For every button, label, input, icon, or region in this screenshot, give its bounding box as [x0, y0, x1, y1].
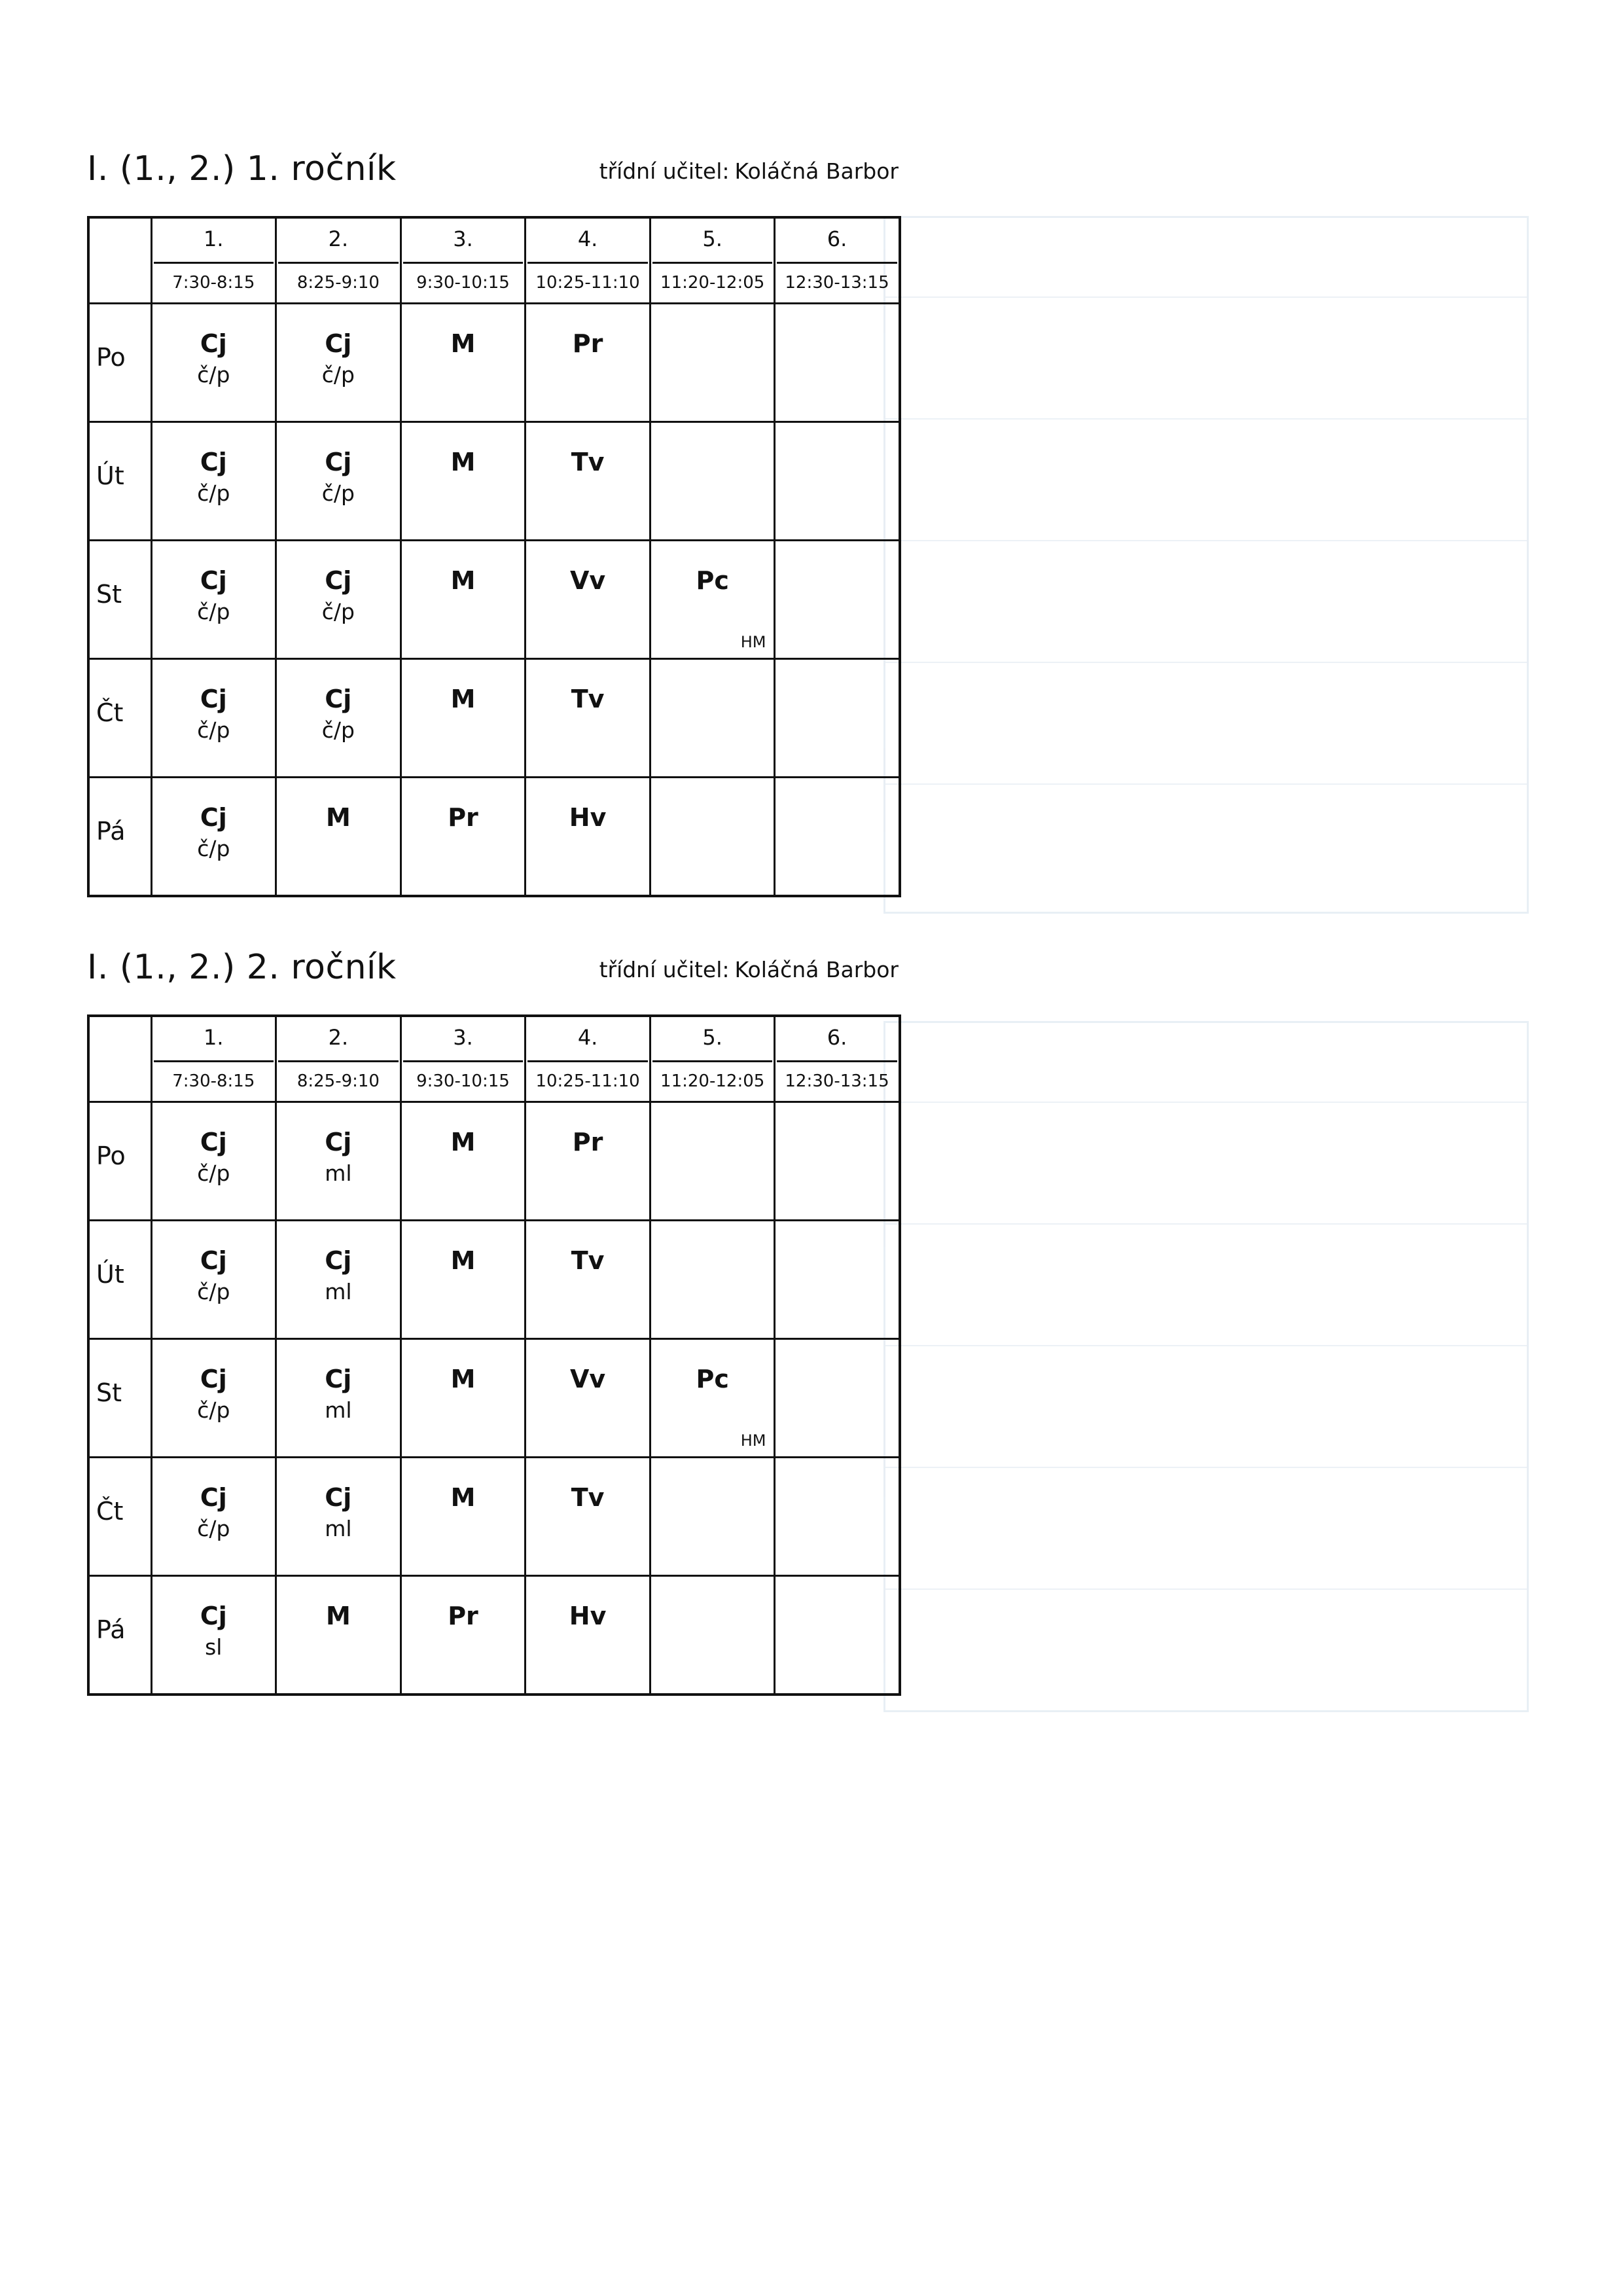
lesson-subject: Pr — [448, 803, 478, 832]
lesson-cell — [151, 1221, 276, 1339]
corner-cell — [88, 217, 151, 304]
day-label — [88, 422, 151, 541]
class-teacher-name: Koláčná Barbor — [734, 957, 899, 982]
lesson-subject: Cj — [325, 1246, 352, 1275]
day-row — [88, 422, 900, 541]
lesson-group: ml — [325, 1160, 352, 1186]
lesson-subject: M — [450, 1483, 476, 1512]
day-row — [88, 1221, 900, 1339]
lesson-cell — [526, 422, 651, 541]
lesson-teacher-initials: HM — [740, 1431, 766, 1450]
lesson-cell — [401, 1221, 526, 1339]
day-row — [88, 541, 900, 659]
day-label — [88, 1339, 151, 1458]
day-label — [88, 1102, 151, 1221]
period-header-row — [88, 1016, 900, 1102]
day-row — [88, 1339, 900, 1458]
lesson-cell — [650, 1576, 775, 1695]
period-time: 12:30-13:15 — [785, 1071, 889, 1091]
lesson-cell — [775, 304, 900, 422]
lesson-cell — [775, 778, 900, 897]
lesson-subject: Cj — [200, 566, 227, 595]
lesson-group: č/p — [321, 480, 355, 506]
timetable-section-2 — [87, 942, 899, 1696]
period-number: 3. — [403, 1017, 524, 1062]
lesson-subject: M — [450, 566, 476, 595]
lesson-cell — [276, 1339, 401, 1458]
lesson-cell — [151, 778, 276, 897]
lesson-subject: Cj — [325, 448, 352, 476]
period-header-2 — [276, 1016, 401, 1102]
lesson-cell — [650, 659, 775, 778]
lesson-cell — [401, 541, 526, 659]
lesson-subject: Hv — [569, 803, 607, 832]
period-header-6 — [775, 217, 900, 304]
lesson-cell — [650, 1458, 775, 1576]
day-label — [88, 659, 151, 778]
period-time: 10:25-11:10 — [535, 273, 640, 293]
lesson-cell — [151, 1458, 276, 1576]
day-label — [88, 541, 151, 659]
day-name: Pá — [96, 817, 126, 846]
lesson-subject: M — [450, 685, 476, 713]
day-name: Čt — [96, 1497, 124, 1526]
lesson-cell — [775, 1221, 900, 1339]
lesson-subject: Tv — [571, 1483, 605, 1512]
lesson-subject: Cj — [325, 685, 352, 713]
day-row — [88, 1102, 900, 1221]
lesson-cell — [401, 659, 526, 778]
period-number: 2. — [278, 219, 399, 264]
lesson-cell — [276, 304, 401, 422]
lesson-group: č/p — [197, 1160, 230, 1186]
lesson-group: č/p — [197, 480, 230, 506]
lesson-cell — [151, 1576, 276, 1695]
period-header-5 — [650, 217, 775, 304]
lesson-cell — [401, 778, 526, 897]
bleed-through-table-1 — [883, 216, 1529, 914]
lesson-subject: M — [450, 448, 476, 476]
timetable-heading — [87, 942, 899, 1014]
lesson-cell — [775, 1458, 900, 1576]
period-number: 6. — [777, 1017, 897, 1062]
lesson-cell — [401, 1458, 526, 1576]
lesson-cell — [775, 659, 900, 778]
lesson-cell — [401, 1102, 526, 1221]
lesson-cell — [276, 778, 401, 897]
period-time: 10:25-11:10 — [535, 1071, 640, 1091]
day-name: St — [96, 580, 122, 609]
lesson-cell — [401, 1339, 526, 1458]
lesson-group: č/p — [321, 599, 355, 624]
period-header-2 — [276, 217, 401, 304]
lesson-cell — [276, 541, 401, 659]
class-teacher-label: třídní učitel: — [599, 957, 730, 982]
lesson-cell — [151, 1102, 276, 1221]
lesson-cell — [276, 659, 401, 778]
period-header-5 — [650, 1016, 775, 1102]
lesson-subject: Cj — [200, 1246, 227, 1275]
lesson-subject: Cj — [325, 1128, 352, 1157]
period-time: 9:30-10:15 — [416, 273, 510, 293]
day-name: Čt — [96, 698, 124, 727]
lesson-subject: Cj — [200, 685, 227, 713]
lesson-subject: Vv — [569, 566, 606, 595]
period-header-3 — [401, 217, 526, 304]
lesson-subject: Tv — [571, 448, 605, 476]
class-teacher-name: Koláčná Barbor — [734, 158, 899, 184]
lesson-cell — [276, 1576, 401, 1695]
lesson-cell — [526, 1102, 651, 1221]
lesson-subject: Cj — [325, 566, 352, 595]
lesson-cell — [650, 1221, 775, 1339]
period-header-4 — [526, 1016, 651, 1102]
lesson-cell — [151, 659, 276, 778]
lesson-group: č/p — [197, 1279, 230, 1304]
lesson-group: č/p — [197, 717, 230, 743]
lesson-subject: Tv — [571, 685, 605, 713]
lesson-group: č/p — [197, 836, 230, 861]
lesson-subject: M — [450, 1365, 476, 1393]
period-time: 11:20-12:05 — [660, 273, 765, 293]
lesson-subject: M — [450, 1246, 476, 1275]
day-label — [88, 1576, 151, 1695]
period-time: 7:30-8:15 — [172, 273, 255, 293]
lesson-cell — [401, 1576, 526, 1695]
lesson-subject: Tv — [571, 1246, 605, 1275]
lesson-cell — [401, 422, 526, 541]
lesson-group: č/p — [197, 362, 230, 387]
day-name: Út — [96, 461, 124, 490]
lesson-cell — [775, 1339, 900, 1458]
period-number: 5. — [652, 219, 773, 264]
period-header-3 — [401, 1016, 526, 1102]
lesson-cell — [650, 422, 775, 541]
period-time: 9:30-10:15 — [416, 1071, 510, 1091]
lesson-cell — [775, 1576, 900, 1695]
lesson-group: ml — [325, 1279, 352, 1304]
day-name: Út — [96, 1260, 124, 1289]
lesson-cell — [276, 1221, 401, 1339]
lesson-subject: Cj — [325, 329, 352, 358]
lesson-cell — [526, 304, 651, 422]
period-time: 8:25-9:10 — [296, 273, 380, 293]
period-header-row — [88, 217, 900, 304]
lesson-cell — [151, 304, 276, 422]
period-header-1 — [151, 1016, 276, 1102]
day-name: Pá — [96, 1615, 126, 1644]
day-name: Po — [96, 1141, 126, 1170]
lesson-cell — [650, 304, 775, 422]
lesson-cell — [775, 1102, 900, 1221]
period-header-1 — [151, 217, 276, 304]
day-row — [88, 778, 900, 897]
period-number: 2. — [278, 1017, 399, 1062]
lesson-cell — [276, 422, 401, 541]
lesson-cell — [526, 778, 651, 897]
lesson-cell — [151, 1339, 276, 1458]
lesson-subject: Cj — [200, 1365, 227, 1393]
lesson-cell — [775, 541, 900, 659]
lesson-subject: Cj — [200, 448, 227, 476]
lesson-cell — [526, 541, 651, 659]
class-teacher — [599, 957, 899, 982]
lesson-subject: Cj — [325, 1365, 352, 1393]
day-label — [88, 1458, 151, 1576]
lesson-cell — [151, 541, 276, 659]
class-teacher-label: třídní učitel: — [599, 158, 730, 184]
lesson-subject: Cj — [200, 1483, 227, 1512]
lesson-cell — [650, 1339, 775, 1458]
period-number: 5. — [652, 1017, 773, 1062]
lesson-cell — [526, 1221, 651, 1339]
lesson-subject: Vv — [569, 1365, 606, 1393]
class-teacher — [599, 158, 899, 184]
lesson-cell — [650, 1102, 775, 1221]
lesson-cell — [775, 422, 900, 541]
timetable-grid — [87, 216, 901, 897]
period-time: 12:30-13:15 — [785, 273, 889, 293]
timetable-heading — [87, 144, 899, 216]
timetable-grid — [87, 1014, 901, 1696]
lesson-cell — [401, 304, 526, 422]
period-time: 11:20-12:05 — [660, 1071, 765, 1091]
lesson-cell — [526, 1576, 651, 1695]
lesson-subject: Cj — [200, 803, 227, 832]
lesson-group: č/p — [197, 1516, 230, 1541]
day-name: St — [96, 1378, 122, 1407]
period-number: 3. — [403, 219, 524, 264]
corner-cell — [88, 1016, 151, 1102]
class-title: I. (1., 2.) 2. ročník — [87, 948, 397, 987]
day-row — [88, 659, 900, 778]
lesson-cell — [151, 422, 276, 541]
lesson-group: č/p — [197, 1397, 230, 1423]
lesson-subject: Hv — [569, 1602, 607, 1630]
period-number: 1. — [154, 1017, 274, 1062]
lesson-subject: Cj — [200, 1128, 227, 1157]
day-label — [88, 1221, 151, 1339]
period-number: 1. — [154, 219, 274, 264]
lesson-subject: M — [450, 329, 476, 358]
lesson-cell — [526, 659, 651, 778]
day-name: Po — [96, 343, 126, 372]
lesson-subject: Pr — [448, 1602, 478, 1630]
day-row — [88, 1576, 900, 1695]
class-title: I. (1., 2.) 1. ročník — [87, 149, 397, 188]
day-row — [88, 304, 900, 422]
lesson-subject: Cj — [200, 329, 227, 358]
lesson-group: ml — [325, 1397, 352, 1423]
lesson-subject: Pc — [696, 566, 729, 595]
period-number: 4. — [527, 1017, 648, 1062]
lesson-subject: Cj — [200, 1602, 227, 1630]
lesson-group: č/p — [197, 599, 230, 624]
period-header-6 — [775, 1016, 900, 1102]
lesson-subject: M — [325, 1602, 351, 1630]
day-label — [88, 304, 151, 422]
lesson-subject: M — [450, 1128, 476, 1157]
lesson-cell — [526, 1339, 651, 1458]
lesson-cell — [650, 541, 775, 659]
lesson-group: č/p — [321, 362, 355, 387]
period-time: 8:25-9:10 — [296, 1071, 380, 1091]
day-row — [88, 1458, 900, 1576]
lesson-subject: Pc — [696, 1365, 729, 1393]
lesson-group: ml — [325, 1516, 352, 1541]
period-number: 4. — [527, 219, 648, 264]
lesson-cell — [650, 778, 775, 897]
lesson-cell — [276, 1102, 401, 1221]
timetable-section-1 — [87, 144, 899, 897]
lesson-subject: Cj — [325, 1483, 352, 1512]
period-header-4 — [526, 217, 651, 304]
period-time: 7:30-8:15 — [172, 1071, 255, 1091]
period-number: 6. — [777, 219, 897, 264]
lesson-group: sl — [205, 1634, 223, 1660]
lesson-subject: Pr — [572, 329, 603, 358]
lesson-cell — [276, 1458, 401, 1576]
lesson-group: č/p — [321, 717, 355, 743]
lesson-subject: M — [325, 803, 351, 832]
bleed-through-table-2 — [883, 1021, 1529, 1712]
day-label — [88, 778, 151, 897]
lesson-subject: Pr — [572, 1128, 603, 1157]
lesson-cell — [526, 1458, 651, 1576]
lesson-teacher-initials: HM — [740, 633, 766, 651]
